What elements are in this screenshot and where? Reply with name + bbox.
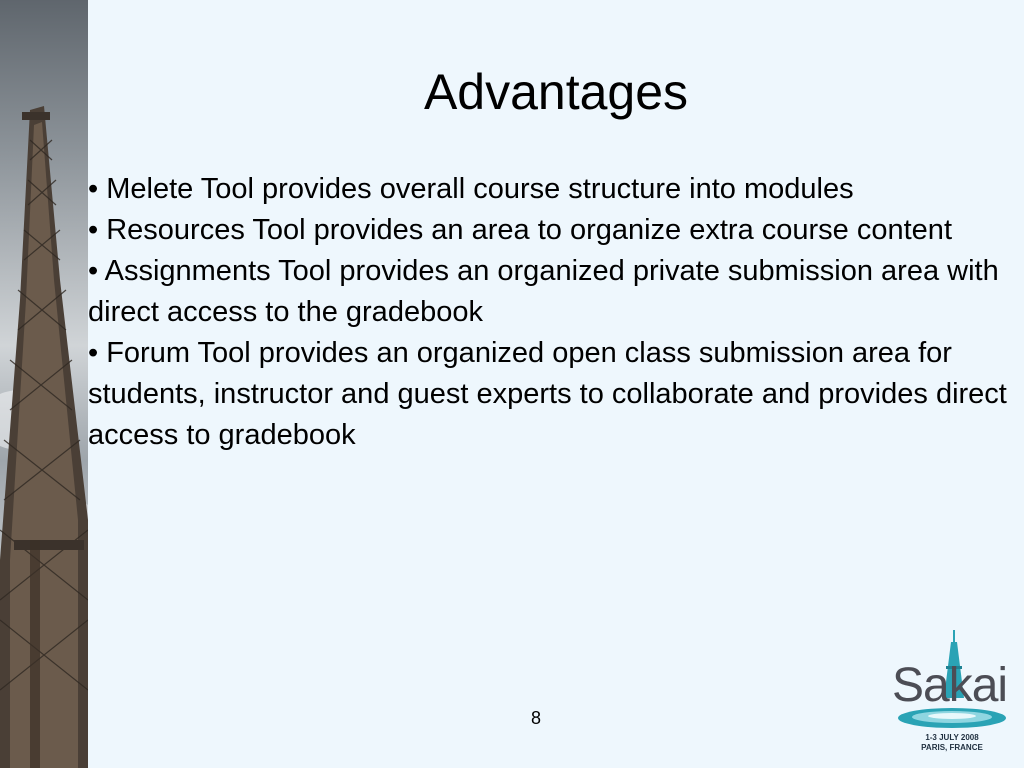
bullet-list	[88, 169, 1008, 456]
logo-date: 1-3 JULY 2008	[925, 733, 979, 742]
logo-word: Sakai	[892, 659, 1008, 712]
bullet-item-assignments: • Assignments Tool provides an organized private submission area with direct access to the gradebook	[88, 255, 999, 328]
bullet-item-forum: • Forum Tool provides an organized open class submission area for students, instructor and guest experts to collaborate and provides direct access to gradebook	[88, 337, 1007, 451]
bullet-item-resources: • Resources Tool provides an area to organize extra course content	[88, 214, 952, 246]
page-number: 8	[531, 708, 542, 728]
slide-title: Advantages	[423, 64, 689, 120]
eiffel-tower-illustration	[0, 0, 88, 768]
bullet-item-melete: • Melete Tool provides overall course structure into modules	[88, 173, 854, 205]
eiffel-tower-photo	[0, 0, 88, 768]
sakai-logo	[888, 628, 1016, 760]
logo-place: PARIS, FRANCE	[921, 743, 983, 752]
